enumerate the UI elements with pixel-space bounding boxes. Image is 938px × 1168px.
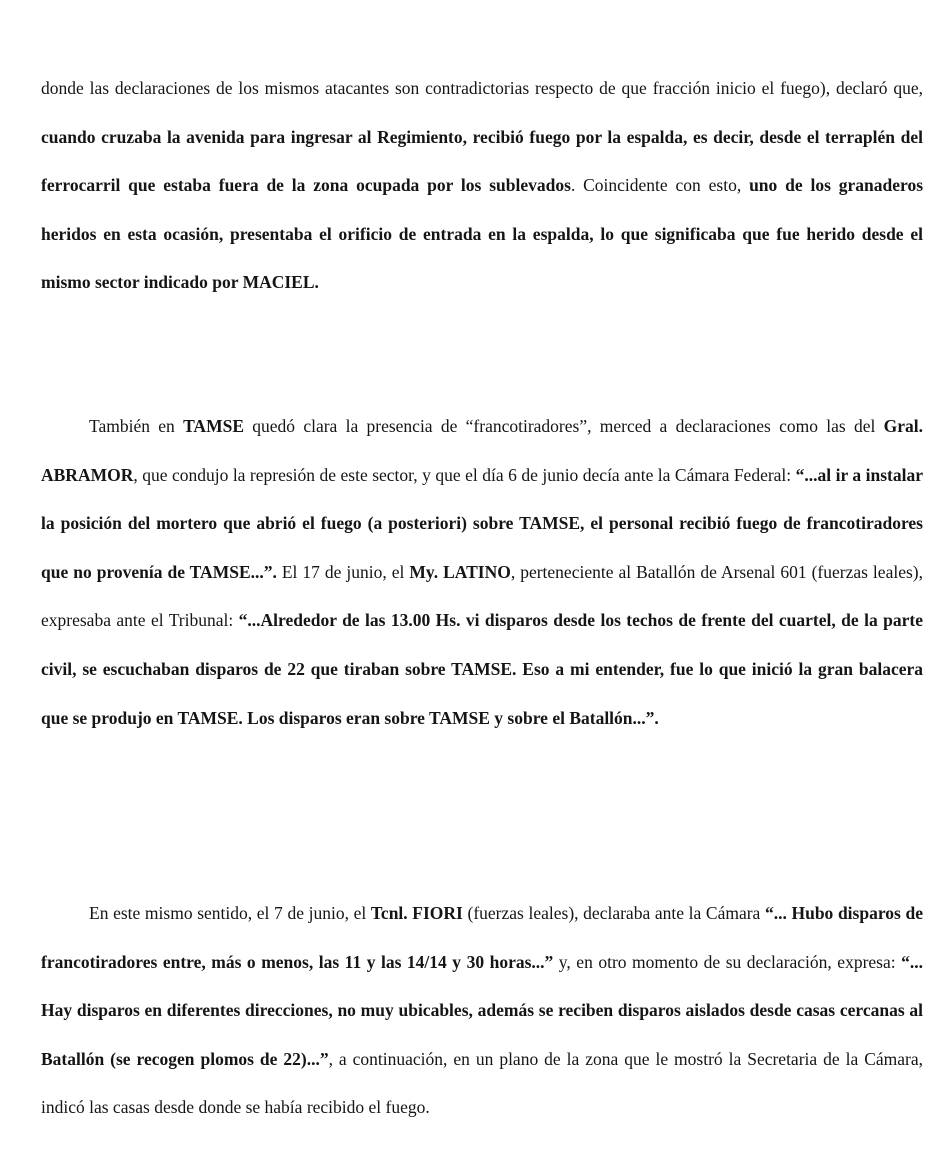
- text-run: y, en otro momento de su declaración, expresa:: [553, 951, 902, 972]
- bold-text-run: TAMSE: [183, 416, 244, 436]
- text-run: El 17 de junio, el: [276, 561, 410, 582]
- bold-text-run: “...al ir a instalar la posición del mortero que abrió el fuego (a posteriori) sobre TAMSE, el personal recibió fuego de francotiradores que no provenía de TAMSE...”.: [41, 464, 923, 582]
- bold-text-run: “...Alrededor de las 13.00 Hs. vi disparos desde los techos de frente del cuartel, de la parte civil, se escuchaban disparos de 22 que tiraban sobre TAMSE. Eso a mi entender, fue lo que inició la gran balacera que se produjo en TAMSE. Los disparos eran sobre TAMSE y sobre el Batallón...”.: [41, 610, 923, 728]
- bold-text-run: uno de los granaderos heridos en esta ocasión, presentaba el orificio de entrada en la espalda, lo que significaba que fue herido desde el mismo sector indicado por MACIEL.: [41, 175, 923, 293]
- text-run: (fuerzas leales), declaraba ante la Cámara: [462, 903, 765, 923]
- bold-text-run: My. LATINO: [409, 561, 511, 582]
- text-run: , perteneciente al Batallón de Arsenal 601 (fuerzas leales), expresaba ante el Tribunal:: [41, 561, 923, 631]
- text-run: En este mismo sentido, el 7 de junio, el: [89, 903, 371, 923]
- bold-text-run: “... Hay disparos en diferentes direcciones, no muy ubicables, además se reciben disparos aislados desde casas cercanas al Batallón (se recogen plomos de 22)...”: [41, 951, 924, 1069]
- bold-text-run: Tcnl. FIORI: [370, 903, 463, 923]
- bold-text-run: “... Hubo disparos de francotiradores entre, más o menos, las 11 y las 14/14 y 30 horas...”: [41, 903, 923, 972]
- text-run: quedó clara la presencia de “francotiradores”, merced a declaraciones como las del: [244, 416, 884, 436]
- bold-text-run: Gral. ABRAMOR: [41, 416, 923, 485]
- text-run: . Coincidente con esto,: [570, 175, 750, 196]
- bold-text-run: cuando cruzaba la avenida para ingresar al Regimiento, recibió fuego por la espalda, es decir, desde el terraplén del ferrocarril que estaba fuera de la zona ocupada por los sublevados: [41, 126, 923, 196]
- text-run: , que condujo la represión de este sector, y que el día 6 de junio decía ante la Cámara Federal:: [133, 464, 796, 485]
- text-run: donde las declaraciones de los mismos atacantes son contradictorias respecto de que fracción inicio el fuego), declaró que,: [41, 78, 923, 98]
- text-run: También en: [89, 416, 184, 436]
- paragraph-2: [41, 402, 923, 742]
- paragraph-3: [41, 889, 923, 1132]
- paragraph-1: [41, 64, 923, 307]
- text-run: , a continuación, en un plano de la zona que le mostró la Secretaria de la Cámara, indicó las casas desde donde se había recibido el fuego.: [41, 1048, 923, 1118]
